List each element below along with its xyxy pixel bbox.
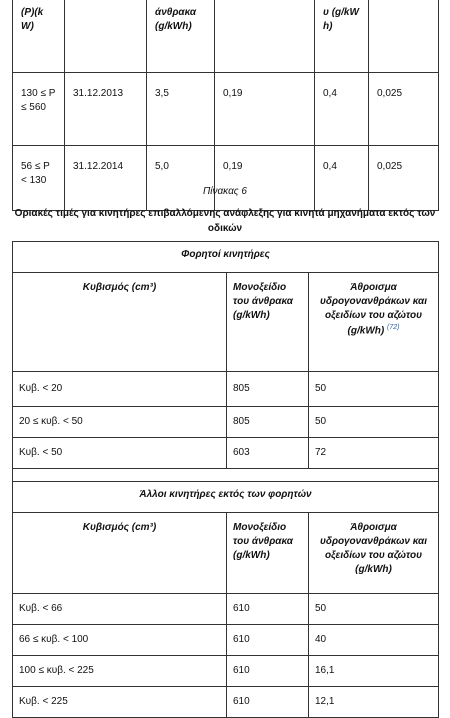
table-row [13,625,439,656]
table-cell: 5,0 [147,146,215,211]
table-row [13,438,439,469]
table-6 [12,241,439,718]
table-cell: 610 [227,625,309,656]
table-row [13,687,439,718]
column-header-hc-nox [309,513,439,594]
column-header-row [13,513,439,594]
table-cell: 603 [227,438,309,469]
table-cell: 31.12.2014 [65,146,147,211]
column-header-co [227,513,309,594]
table-cell: 0,025 [369,146,439,211]
column-header-label: Άθροισμα υδρογονανθράκων και οξειδίων του αζώτου (g/kWh) [319,282,428,337]
table-cell: 50 [309,594,439,625]
table-row [13,372,439,407]
column-header-label: Άθροισμα υδρογονανθράκων και οξειδίων του αζώτου (g/kWh) [319,522,428,575]
table-cell: 0,19 [215,73,315,146]
table-cell: 56 ≤ P < 130 [13,146,65,211]
table-cell: 72 [309,438,439,469]
column-header-co [227,273,309,372]
table-title: Οριακές τιμές για κινητήρες επιβαλλόμενης ανάφλεξης για κινητά μηχανήματα εκτός των οδικών [14,208,436,234]
table-cell: 16,1 [309,656,439,687]
column-header-row [13,273,439,372]
column-header-displacement [13,273,227,372]
table-row [13,656,439,687]
table-cell: 40 [309,625,439,656]
table-row [13,73,439,146]
table-cell: 610 [227,687,309,718]
table-cell: 0,4 [315,146,369,211]
table-cell: 50 [309,372,439,407]
column-header-label: Κυβισμός (cm³) [82,282,157,293]
footnote-ref[interactable]: (72) [386,324,400,331]
table-cell: 66 ≤ κυβ. < 100 [13,625,227,656]
table-cell: 805 [227,407,309,438]
spacer-cell [13,469,439,482]
table-spacer [13,469,439,482]
table-cell: 0,025 [369,73,439,146]
section-heading-row [13,482,439,513]
table-cell: 0,19 [215,146,315,211]
header-cell [215,0,315,73]
column-header-displacement [13,513,227,594]
table-row [13,407,439,438]
table-cell: 3,5 [147,73,215,146]
header-cell [369,0,439,73]
header-cell: υ (g/kW h) [315,0,369,73]
table-cell: 130 ≤ P ≤ 560 [13,73,65,146]
table-cell: Κυβ. < 225 [13,687,227,718]
section-heading: Άλλοι κινητήρες εκτός των φορητών [13,482,439,513]
table-cell: 100 ≤ κυβ. < 225 [13,656,227,687]
section-heading: Φορητοί κινητήρες [13,242,439,273]
column-header-label: Μονοξείδιο του άνθρακα (g/kWh) [233,522,293,561]
table-cell: Κυβ. < 50 [13,438,227,469]
table-cell: 31.12.2013 [65,73,147,146]
header-cell [65,0,147,73]
header-cell: άνθρακα (g/kWh) [147,0,215,73]
section-heading-row [13,242,439,273]
table-cell: Κυβ. < 66 [13,594,227,625]
table-cell: 0,4 [315,73,369,146]
table-cell: 610 [227,594,309,625]
header-cell: (P)(k W) [13,0,65,73]
column-header-label: Κυβισμός (cm³) [82,522,157,533]
table-cell: Κυβ. < 20 [13,372,227,407]
emission-limits-table-top [12,0,439,211]
table-cell: 20 ≤ κυβ. < 50 [13,407,227,438]
table-caption: Πίνακας 6 [203,186,247,197]
column-header-label: Μονοξείδιο του άνθρακα (g/kWh) [233,282,293,321]
table-cell: 805 [227,372,309,407]
table-header-row [13,0,439,73]
table-row [13,146,439,211]
table-row [13,594,439,625]
table-cell: 610 [227,656,309,687]
table-cell: 12,1 [309,687,439,718]
column-header-hc-nox [309,273,439,372]
table-cell: 50 [309,407,439,438]
